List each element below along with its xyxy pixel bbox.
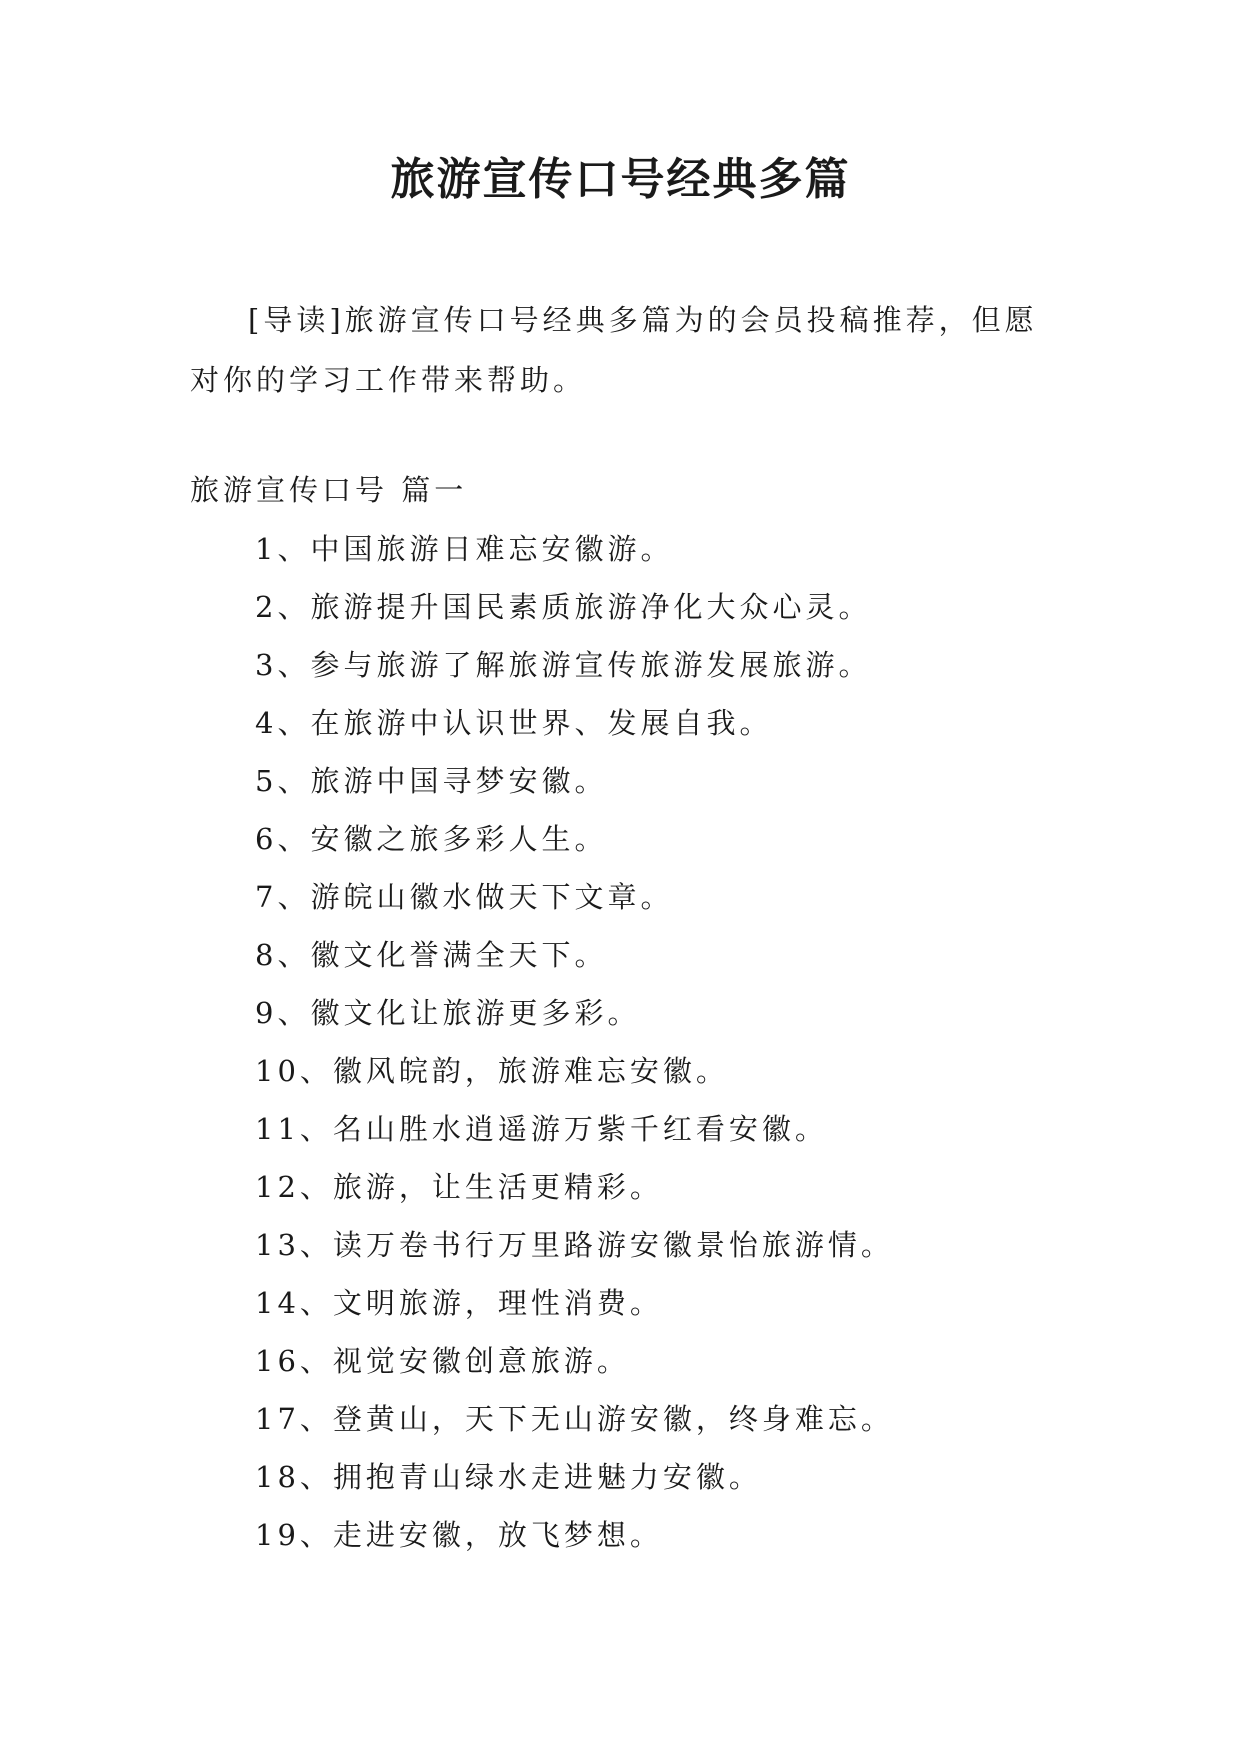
list-item: 7、游皖山徽水做天下文章。 xyxy=(255,880,674,914)
list-item: 16、视觉安徽创意旅游。 xyxy=(255,1344,630,1378)
list-item: 19、走进安徽，放飞梦想。 xyxy=(255,1518,663,1552)
list-item: 6、安徽之旅多彩人生。 xyxy=(255,822,608,856)
list-item: 11、名山胜水逍遥游万紫千红看安徽。 xyxy=(255,1112,828,1146)
list-item: 14、文明旅游，理性消费。 xyxy=(255,1286,663,1320)
section-heading: 旅游宣传口号 篇一 xyxy=(190,473,468,507)
list-item: 4、在旅游中认识世界、发展自我。 xyxy=(255,706,773,740)
list-item: 5、旅游中国寻梦安徽。 xyxy=(255,764,608,798)
list-item: 1、中国旅游日难忘安徽游。 xyxy=(255,532,674,566)
list-item: 13、读万卷书行万里路游安徽景怡旅游情。 xyxy=(255,1228,894,1262)
document-title: 旅游宣传口号经典多篇 xyxy=(390,154,851,205)
list-item: 9、徽文化让旅游更多彩。 xyxy=(255,996,641,1030)
list-item: 17、登黄山，天下无山游安徽，终身难忘。 xyxy=(255,1402,894,1436)
list-item: 12、旅游，让生活更精彩。 xyxy=(255,1170,663,1204)
slogan-list xyxy=(255,520,894,1564)
list-item: 8、徽文化誉满全天下。 xyxy=(255,938,608,972)
list-item: 2、旅游提升国民素质旅游净化大众心灵。 xyxy=(255,590,872,624)
intro-paragraph: [导读]旅游宣传口号经典多篇为的会员投稿推荐，但愿对你的学习工作带来帮助。 xyxy=(190,303,1038,397)
list-item: 10、徽风皖韵，旅游难忘安徽。 xyxy=(255,1054,729,1088)
list-item: 3、参与旅游了解旅游宣传旅游发展旅游。 xyxy=(255,648,872,682)
list-item: 18、拥抱青山绿水走进魅力安徽。 xyxy=(255,1460,762,1494)
